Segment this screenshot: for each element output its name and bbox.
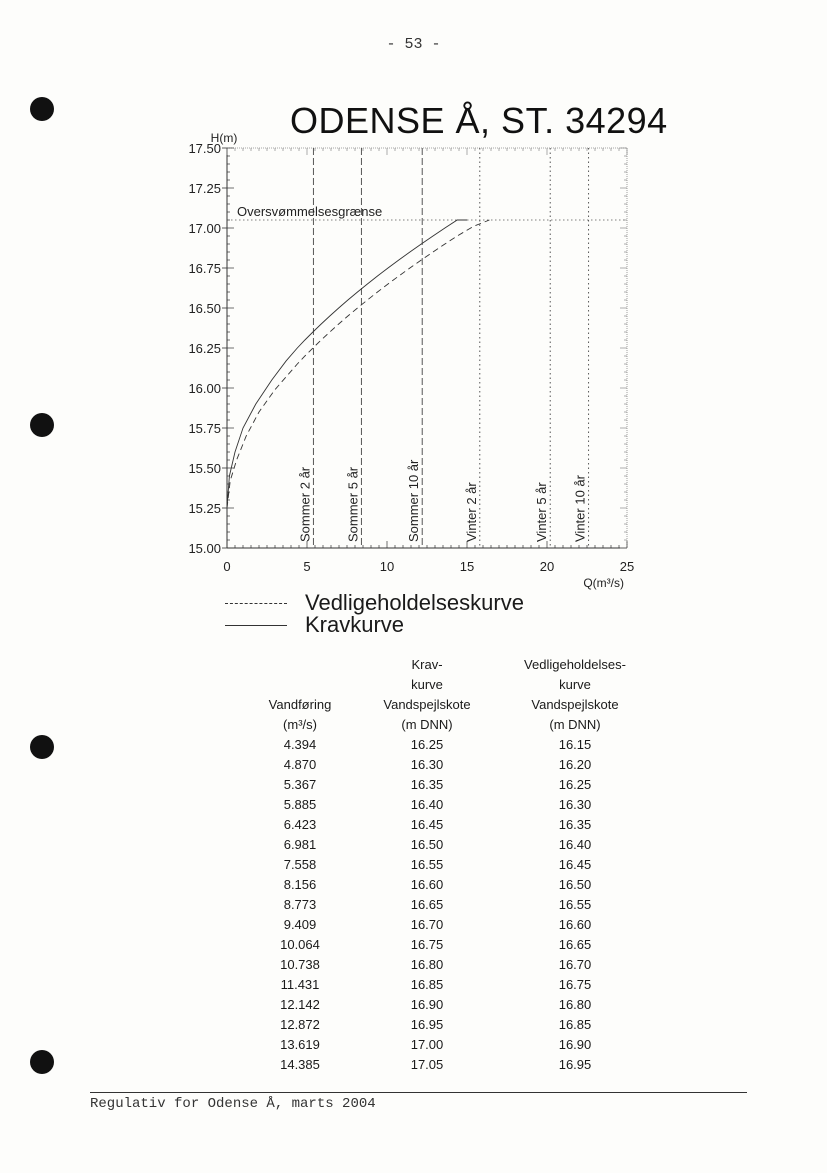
table-cell: 12.872 xyxy=(280,1016,320,1032)
x-tick-label: 15 xyxy=(459,559,475,574)
y-tick-label: 16.00 xyxy=(188,381,221,396)
table-row xyxy=(248,1014,648,1034)
y-tick-label: 15.00 xyxy=(188,541,221,556)
vertical-marker-label: Sommer 10 år xyxy=(406,459,422,542)
table-row xyxy=(248,1054,648,1074)
table-row xyxy=(248,834,648,854)
table-header-cell: kurve xyxy=(411,677,443,692)
table-cell: 16.65 xyxy=(558,936,592,952)
table-cell: 12.142 xyxy=(280,996,320,1012)
table-header-row xyxy=(248,714,648,734)
table-cell: 4.870 xyxy=(283,756,317,772)
table-header-cell: (m DNN) xyxy=(549,717,601,732)
table-row xyxy=(248,734,648,754)
table-cell: 16.90 xyxy=(558,1036,592,1052)
table-header-cell xyxy=(248,654,352,674)
table-row xyxy=(248,814,648,834)
table-row xyxy=(248,874,648,894)
y-tick-label: 15.75 xyxy=(188,421,221,436)
table-cell: 5.885 xyxy=(283,796,317,812)
table-cell: 9.409 xyxy=(283,916,317,932)
table-cell: 4.394 xyxy=(283,736,317,752)
table-header-cell: Vandføring xyxy=(268,697,332,712)
x-tick-label: 25 xyxy=(619,559,635,574)
table-cell: 16.25 xyxy=(410,736,444,752)
table-cell: 5.367 xyxy=(283,776,317,792)
x-tick-label: 10 xyxy=(379,559,395,574)
table-cell: 6.423 xyxy=(283,816,317,832)
table-cell: 16.85 xyxy=(410,976,444,992)
table-cell: 16.20 xyxy=(558,756,592,772)
table-header-cell: (m DNN) xyxy=(401,717,453,732)
table-header-cell: kurve xyxy=(559,677,591,692)
table-cell: 16.65 xyxy=(410,896,444,912)
series-line xyxy=(227,220,467,508)
legend-swatch-dashed xyxy=(225,603,287,604)
y-tick-label: 16.25 xyxy=(188,341,221,356)
table-body xyxy=(248,734,648,1074)
legend-item xyxy=(225,614,524,636)
table-header-cell xyxy=(248,674,352,694)
table-row xyxy=(248,754,648,774)
chart-title: ODENSE Å, ST. 34294 xyxy=(290,100,668,141)
vertical-marker-label: Vinter 10 år xyxy=(572,475,588,542)
y-tick-label: 15.50 xyxy=(188,461,221,476)
table-cell: 16.30 xyxy=(558,796,592,812)
table-row xyxy=(248,974,648,994)
table-cell: 7.558 xyxy=(283,856,317,872)
vertical-marker-label: Sommer 2 år xyxy=(297,466,313,542)
table-cell: 16.25 xyxy=(558,776,592,792)
table-cell: 16.35 xyxy=(410,776,444,792)
table-cell: 16.95 xyxy=(558,1056,592,1072)
x-tick-label: 5 xyxy=(303,559,311,574)
series-line xyxy=(227,220,489,508)
table-row xyxy=(248,894,648,914)
flood-line-label: Oversvømmelsesgrænse xyxy=(237,204,383,219)
table-header-cell: Vedligeholdelses- xyxy=(524,657,626,672)
table-cell: 16.50 xyxy=(558,876,592,892)
table-row xyxy=(248,994,648,1014)
x-tick-label: 0 xyxy=(223,559,231,574)
page-number: - 53 - xyxy=(386,36,441,53)
punch-hole xyxy=(30,735,54,759)
table-cell: 16.15 xyxy=(558,736,592,752)
table-cell: 8.156 xyxy=(283,876,317,892)
table-cell: 16.60 xyxy=(410,876,444,892)
y-tick-label: 17.00 xyxy=(188,221,221,236)
table-row xyxy=(248,914,648,934)
table-cell: 16.30 xyxy=(410,756,444,772)
x-axis-label: Q(m³/s) xyxy=(583,576,624,590)
table-row xyxy=(248,794,648,814)
table-header-row xyxy=(248,654,648,674)
table-cell: 16.70 xyxy=(558,956,592,972)
table-header-cell: Vandspejlskote xyxy=(531,697,619,712)
punch-hole xyxy=(30,1050,54,1074)
table-cell: 10.064 xyxy=(280,936,320,952)
table-cell: 17.05 xyxy=(410,1056,444,1072)
table-cell: 17.00 xyxy=(410,1036,444,1052)
vertical-marker-label: Vinter 2 år xyxy=(463,482,479,542)
table-cell: 16.80 xyxy=(558,996,592,1012)
x-tick-label: 20 xyxy=(539,559,555,574)
data-table xyxy=(248,654,648,1074)
footer-text: Regulativ for Odense Å, marts 2004 xyxy=(90,1096,376,1112)
y-tick-label: 17.25 xyxy=(188,181,221,196)
table-cell: 16.40 xyxy=(558,836,592,852)
table-row xyxy=(248,954,648,974)
table-row xyxy=(248,934,648,954)
y-tick-label: 17.50 xyxy=(188,141,221,156)
table-cell: 16.45 xyxy=(410,816,444,832)
vertical-marker-label: Sommer 5 år xyxy=(345,466,361,542)
y-tick-label: 16.75 xyxy=(188,261,221,276)
table-cell: 11.431 xyxy=(280,976,320,992)
table-header-cell: Vandspejlskote xyxy=(383,697,471,712)
y-tick-label: 15.25 xyxy=(188,501,221,516)
table-header-cell: (m³/s) xyxy=(283,717,317,732)
table-cell: 14.385 xyxy=(280,1056,320,1072)
table-header-cell: Krav- xyxy=(411,657,443,672)
table-cell: 16.55 xyxy=(410,856,444,872)
table-row xyxy=(248,1034,648,1054)
table-header-row xyxy=(248,674,648,694)
table-cell: 6.981 xyxy=(283,836,317,852)
legend-swatch-solid xyxy=(225,625,287,626)
table-cell: 16.75 xyxy=(558,976,592,992)
table-cell: 16.85 xyxy=(558,1016,592,1032)
y-tick-label: 16.50 xyxy=(188,301,221,316)
footer-rule xyxy=(90,1092,747,1093)
table-cell: 16.90 xyxy=(410,996,444,1012)
chart-legend xyxy=(225,592,524,636)
table-row xyxy=(248,774,648,794)
table-cell: 16.80 xyxy=(410,956,444,972)
table-cell: 13.619 xyxy=(280,1036,320,1052)
table-row xyxy=(248,854,648,874)
table-cell: 8.773 xyxy=(283,896,317,912)
table-cell: 16.70 xyxy=(410,916,444,932)
table-header-row xyxy=(248,694,648,714)
y-axis-label: H(m) xyxy=(210,131,238,145)
legend-item xyxy=(225,592,524,614)
table-cell: 16.95 xyxy=(410,1016,444,1032)
vertical-marker-label: Vinter 5 år xyxy=(534,482,550,542)
table-cell: 16.50 xyxy=(410,836,444,852)
table-cell: 16.75 xyxy=(410,936,444,952)
table-cell: 16.35 xyxy=(558,816,592,832)
legend-label: Kravkurve xyxy=(305,612,405,637)
table-cell: 16.60 xyxy=(558,916,592,932)
legend-label: Vedligeholdelseskurve xyxy=(305,590,524,615)
table-cell: 16.55 xyxy=(558,896,592,912)
table-cell: 10.738 xyxy=(280,956,320,972)
table-cell: 16.45 xyxy=(558,856,592,872)
table-cell: 16.40 xyxy=(410,796,444,812)
